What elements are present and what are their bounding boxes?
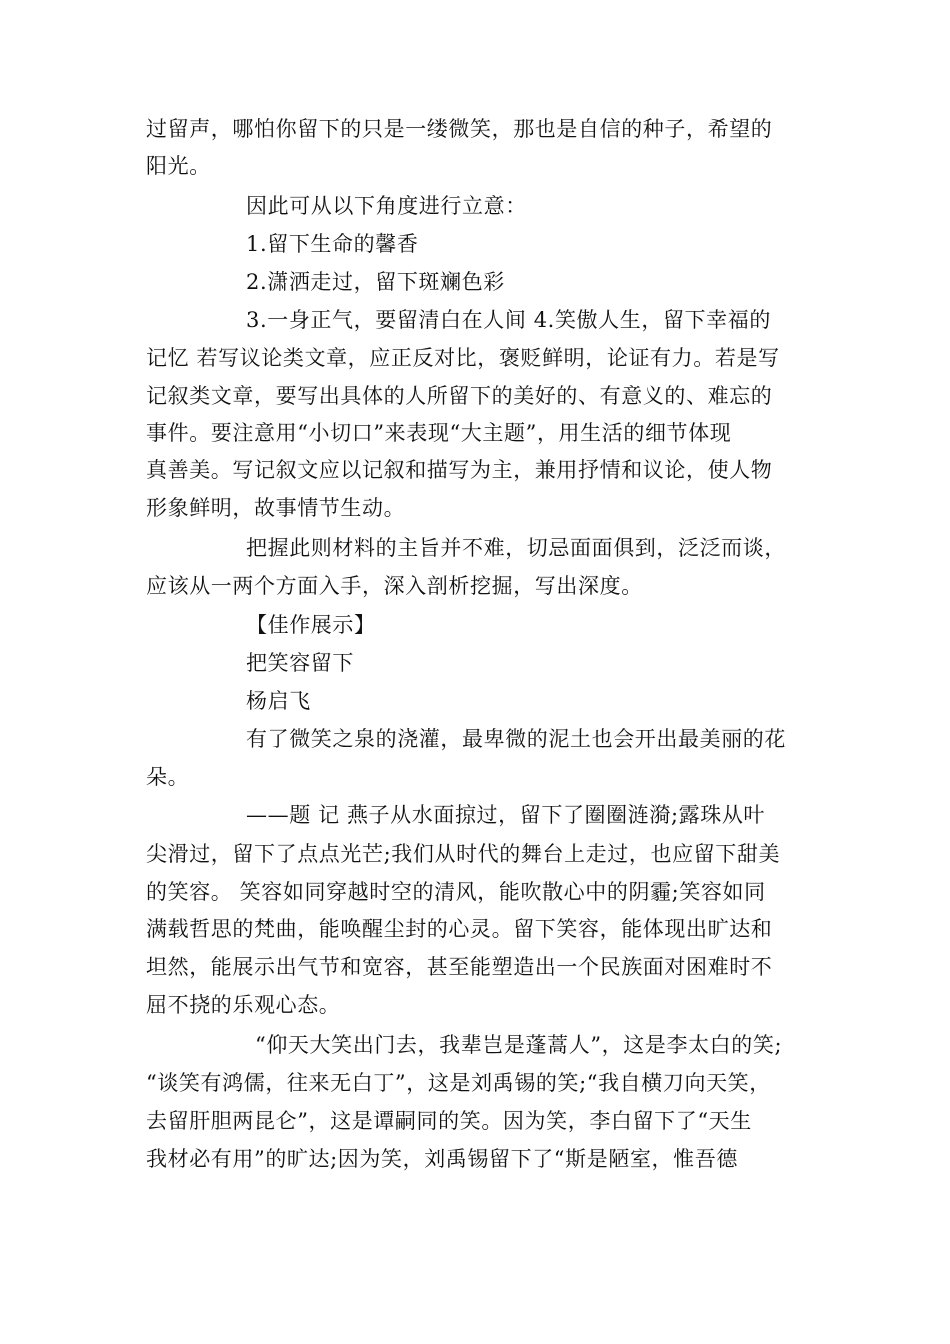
- paragraph-line: 因此可从以下角度进行立意：: [246, 194, 527, 218]
- list-item: 2.潇洒走过，留下斑斓色彩: [246, 270, 505, 294]
- paragraph-line: 屈不挠的乐观心态。: [146, 993, 341, 1017]
- paragraph-line: “仰天大笑出门去，我辈岂是蓬蒿人”，这是李太白的笑;: [255, 1033, 783, 1057]
- paragraph-line: 尖滑过，留下了点点光芒;我们从时代的舞台上走过，也应留下甜美: [146, 842, 781, 866]
- list-item: 3.一身正气，要留清白在人间 4.笑傲人生，留下幸福的: [246, 308, 771, 332]
- epigraph-line: 朵。: [146, 765, 190, 789]
- paragraph-line: 坦然，能展示出气节和宽容，甚至能塑造出一个民族面对困难时不: [146, 955, 773, 979]
- paragraph-line: 应该从一两个方面入手，深入剖析挖掘，写出深度。: [146, 574, 643, 598]
- paragraph-line: 事件。要注意用“小切口”来表现“大主题”，用生活的细节体现: [146, 421, 732, 445]
- epigraph-line: 有了微笑之泉的浇灌，最卑微的泥土也会开出最美丽的花: [246, 727, 786, 751]
- paragraph-line: “谈笑有鸿儒，往来无白丁”，这是刘禹锡的笑;“我自横刀向天笑，: [146, 1071, 771, 1095]
- paragraph-line: 去留肝胆两昆仑”，这是谭嗣同的笑。因为笑，李白留下了“天生: [146, 1109, 752, 1133]
- paragraph-line: 阳光。: [146, 154, 211, 178]
- paragraph-line: 我材必有用”的旷达;因为笑，刘禹锡留下了“斯是陋室，惟吾德: [146, 1147, 738, 1171]
- essay-title: 把笑容留下: [246, 651, 354, 675]
- paragraph-line: 的笑容。 笑容如同穿越时空的清风，能吹散心中的阴霾;笑容如同: [146, 880, 766, 904]
- paragraph-line: 过留声，哪怕你留下的只是一缕微笑，那也是自信的种子，希望的: [146, 117, 773, 141]
- list-item: 1.留下生命的馨香: [246, 232, 419, 256]
- paragraph-line: 形象鲜明，故事情节生动。: [146, 496, 406, 520]
- paragraph-line: 真善美。写记叙文应以记叙和描写为主，兼用抒情和议论，使人物: [146, 458, 773, 482]
- essay-author: 杨启飞: [246, 689, 311, 713]
- paragraph-line: 记忆 若写议论类文章，应正反对比，褒贬鲜明，论证有力。若是写: [146, 346, 780, 370]
- paragraph-line: ——题 记 燕子从水面掠过，留下了圈圈涟漪;露珠从叶: [246, 803, 766, 827]
- paragraph-line: 满载哲思的梵曲，能唤醒尘封的心灵。留下笑容，能体现出旷达和: [146, 917, 773, 941]
- paragraph-line: 把握此则材料的主旨并不难，切忌面面俱到，泛泛而谈，: [246, 536, 786, 560]
- section-heading: 【佳作展示】: [246, 613, 376, 637]
- paragraph-line: 记叙类文章，要写出具体的人所留下的美好的、有意义的、难忘的: [146, 384, 773, 408]
